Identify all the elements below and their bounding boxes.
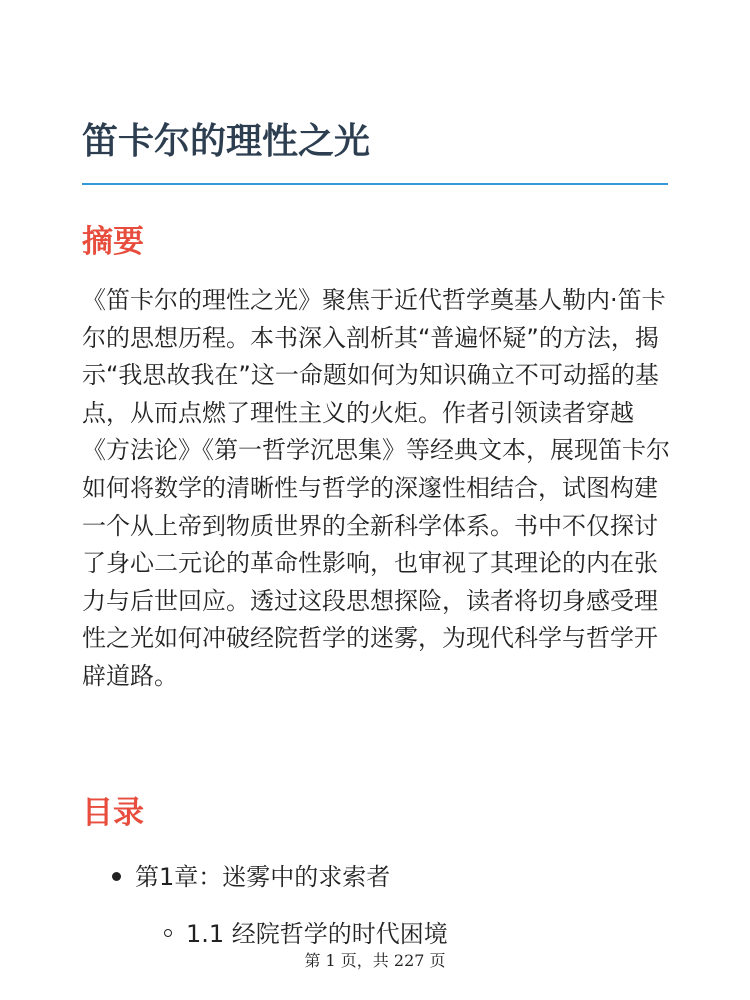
toc-item-label: 1.1 经院哲学的时代困境 [186, 920, 448, 948]
disc-bullet-icon [112, 872, 121, 881]
toc-heading: 目录 [82, 795, 144, 831]
toc-item-label: 第1章：迷雾中的求索者 [135, 863, 391, 891]
abstract-heading: 摘要 [82, 224, 144, 260]
title-divider [82, 183, 668, 185]
toc-item-section-1-1[interactable] [164, 917, 448, 951]
abstract-paragraph: 《笛卡尔的理性之光》聚焦于近代哲学奠基人勒内·笛卡尔的思想历程。本书深入剖析其“普遍怀疑”的方法，揭示“我思故我在”这一命题如何为知识确立不可动摇的基点，从而点燃了理性主义的火炬。作者引领读者穿越《方法论》《第一哲学沉思集》等经典文本，展现笛卡尔如何将数学的清晰性与哲学的深邃性相结合，试图构建一个从上帝到物质世界的全新科学体系。书中不仅探讨了身心二元论的革命性影响，也审视了其理论的内在张力与后世回应。透过这段思想探险，读者将切身感受理性之光如何冲破经院哲学的迷雾，为现代科学与哲学开辟道路。 [82, 286, 670, 690]
page-number: 第 1 页，共 227 页 [304, 951, 446, 970]
page-title: 笛卡尔的理性之光 [82, 121, 371, 162]
circle-bullet-icon [164, 929, 172, 937]
toc-item-chapter-1[interactable] [112, 860, 390, 894]
